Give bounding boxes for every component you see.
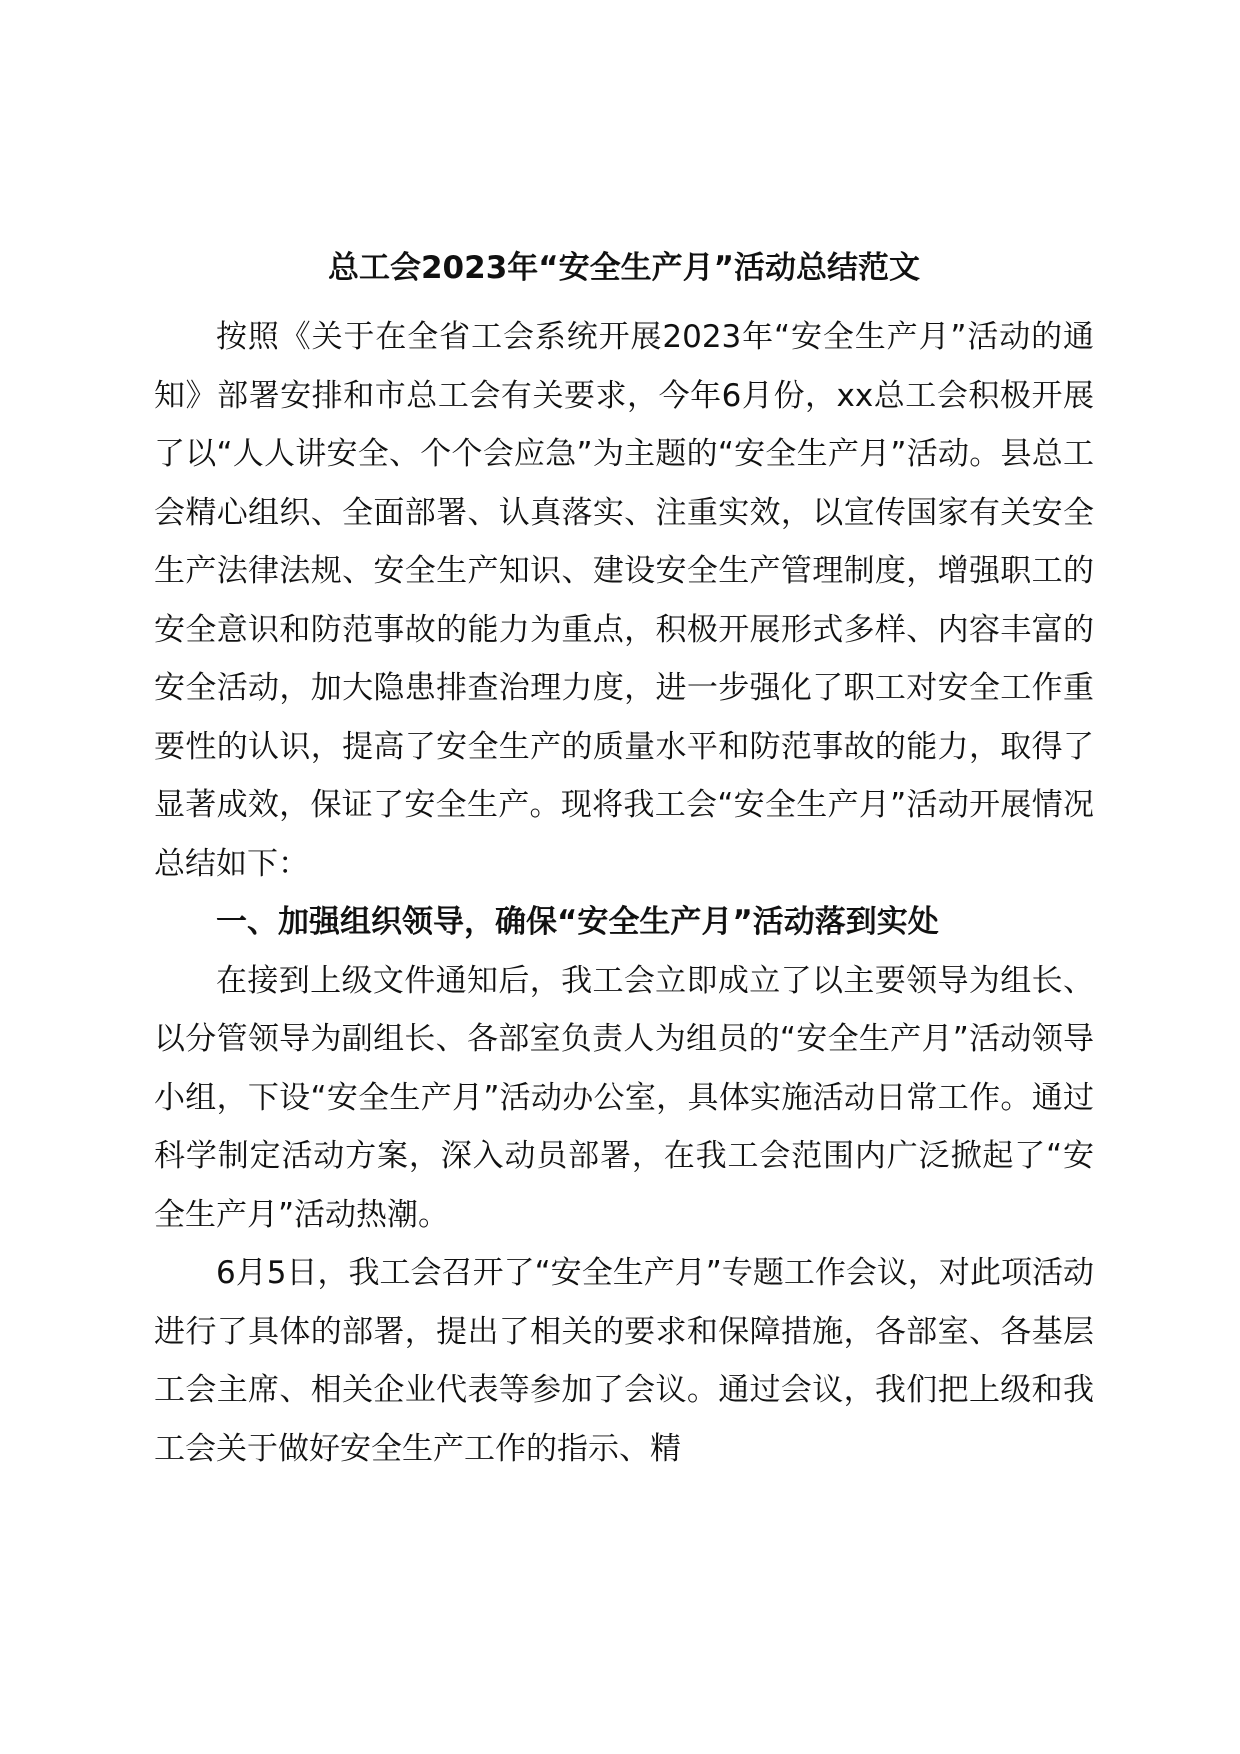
document-body [154,240,1094,1478]
body-paragraph: 在接到上级文件通知后，我工会立即成立了以主要领导为组长、以分管领导为副组长、各部室负责人为组员的“安全生产月”活动领导小组，下设“安全生产月”活动办公室，具体实施活动日常工作。通过科学制定活动方案，深入动员部署，在我工会范围内广泛掀起了“安全生产月”活动热潮。 [154,962,1094,1233]
document-title: 总工会2023年“安全生产月”活动总结范文 [327,250,921,286]
intro-paragraph: 按照《关于在全省工会系统开展2023年“安全生产月”活动的通知》部署安排和市总工会有关要求，今年6月份，xx总工会积极开展了以“人人讲安全、个个会应急”为主题的“安全生产月”活动。县总工会精心组织、全面部署、认真落实、注重实效，以宣传国家有关安全生产法律法规、安全生产知识、建设安全生产管理制度，增强职工的安全意识和防范事故的能力为重点，积极开展形式多样、内容丰富的安全活动，加大隐患排查治理力度，进一步强化了职工对安全工作重要性的认识，提高了安全生产的质量水平和防范事故的能力，取得了显著成效，保证了安全生产。现将我工会“安全生产月”活动开展情况总结如下： [154,319,1094,882]
body-paragraph: 6月5日，我工会召开了“安全生产月”专题工作会议，对此项活动进行了具体的部署，提出了相关的要求和保障措施，各部室、各基层工会主席、相关企业代表等参加了会议。通过会议，我们把上级和我工会关于做好安全生产工作的指示、精 [154,1255,1094,1467]
section-heading: 一、加强组织领导，确保“安全生产月”活动落到实处 [216,904,939,940]
